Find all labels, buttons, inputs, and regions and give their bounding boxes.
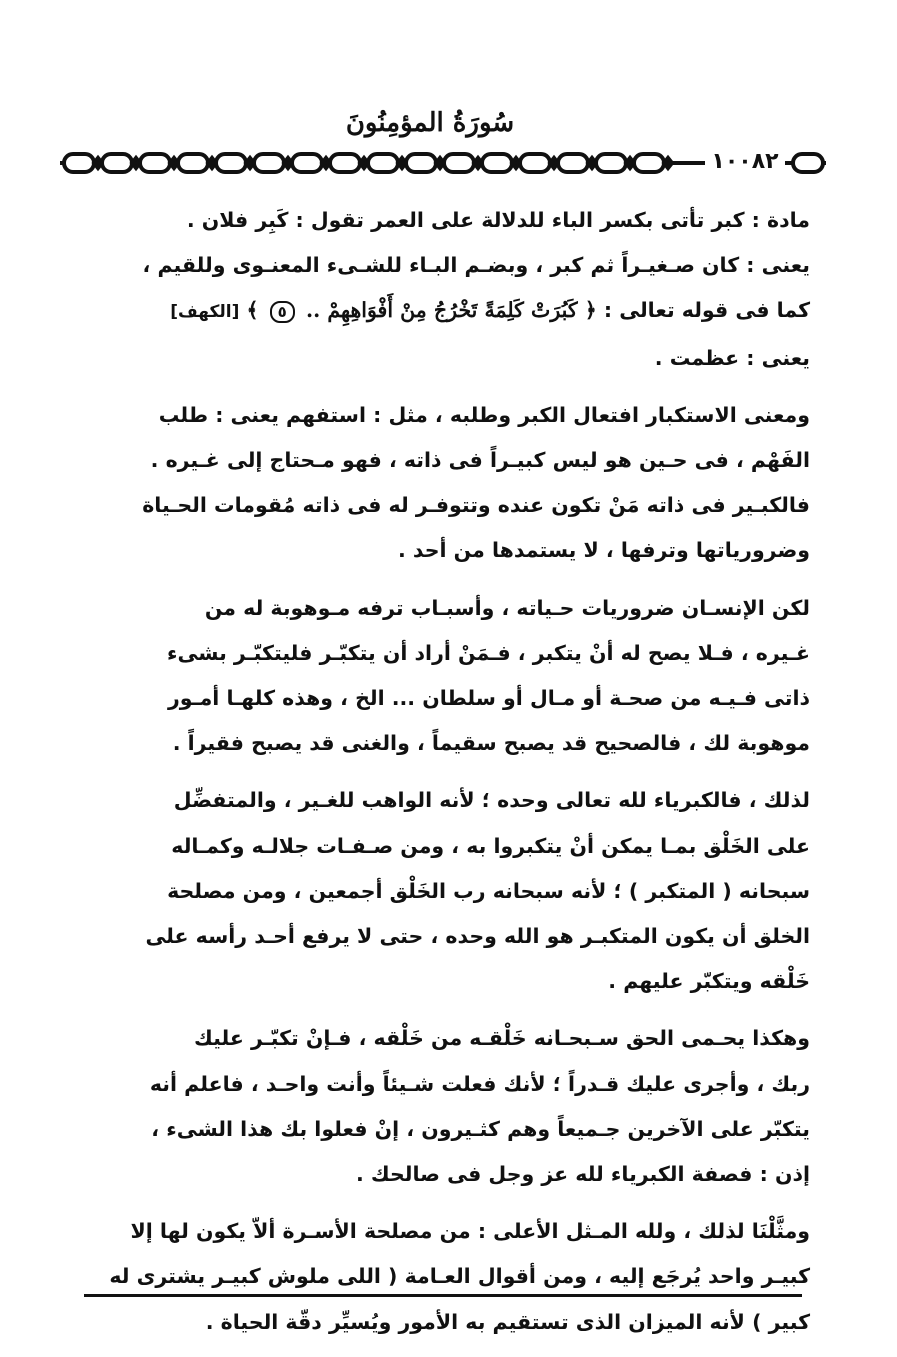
- chain-link: [178, 154, 208, 172]
- paragraph-5: [82, 1016, 810, 1197]
- chain-link: [406, 154, 436, 172]
- text-line: كبيـر واحد يُرجَع إليه ، ومن أقوال العـامة ( اللى ملوش كبيـر يشترى له: [109, 1264, 810, 1289]
- chain-link: [368, 154, 398, 172]
- surah-title: سُورَةُ المؤمِنُونَ: [345, 108, 515, 138]
- text-line: يتكبّر على الآخرين جـميعاً وهم كثـيرون ، إنْ فعلوا بك هذا الشىء ،: [151, 1116, 810, 1141]
- text-line: يعنى : عظمت .: [654, 345, 810, 370]
- chain-diamond: [664, 158, 672, 168]
- quran-verse: كَبُرَتْ كَلِمَةً تَخْرُجُ مِنْ أَفْوَاهِهِمْ ..: [305, 298, 578, 323]
- text-line: لذلك ، فالكبرياء لله تعالى وحده ؛ لأنه الواهب للغـير ، والمتفضِّل: [173, 788, 810, 813]
- chain-link: [558, 154, 588, 172]
- verse-open-bracket: ﴿: [584, 298, 597, 323]
- chain-link: [793, 154, 823, 172]
- text-line: ومعنى الاستكبار افتعال الكبر وطلبه ، مثل : استفهم يعنى : طلب: [158, 402, 810, 427]
- text-line: ربك ، وأجرى عليك قـدراً ؛ لأنك فعلت شـيئاً وأنت واحـد ، فاعلم أنه: [149, 1071, 810, 1096]
- text-line: ذاتى فـيـه من صحـة أو مـال أو سلطان ... الخ ، وهذه كلهـا أمـور: [167, 686, 810, 711]
- text-line: لكن الإنسـان ضروريات حـياته ، وأسبـاب ترفه مـوهوبة له من: [204, 595, 810, 620]
- chain-link: [330, 154, 360, 172]
- text-line: غـيره ، فـلا يصح له أنْ يتكبر ، فـمَنْ أراد أن يتكبّـر فليتكبّـر بشىء: [166, 640, 810, 665]
- chain-link: [482, 154, 512, 172]
- footer-rule: [84, 1294, 802, 1297]
- chain-link: [634, 154, 664, 172]
- text-line: ومثَّلْنَا لذلك ، ولله المـثل الأعلى : من مصلحة الأسـرة ألاّ يكون لها إلا: [130, 1219, 810, 1244]
- chain-link: [292, 154, 322, 172]
- chain-link: [140, 154, 170, 172]
- surah-reference: [الكهف]: [170, 302, 240, 323]
- text-line: مادة : كبر تأتى بكسر الباء للدلالة على العمر تقول : كَبِر فلان .: [186, 208, 810, 232]
- paragraph-6: [82, 1209, 810, 1345]
- body-text: [82, 198, 810, 1357]
- text-line: [82, 288, 810, 335]
- paragraph-3: [82, 586, 810, 767]
- text-line: كبير ) لأنه الميزان الذى تستقيم به الأمور ويُسيِّر دقّة الحياة .: [205, 1309, 810, 1334]
- quote-intro: كما فى قوله تعالى :: [603, 298, 810, 323]
- paragraph-2: [82, 393, 810, 574]
- verse-close-bracket: ﴾: [246, 298, 259, 323]
- chain-link: [596, 154, 626, 172]
- text-line: يعنى : كان صـغيـراً ثم كبر ، وبضـم البـاء للشـىء المعنـوى وللقيم ،: [142, 253, 810, 278]
- text-line: الفَهْم ، فى حـين هو ليس كبيـراً فى ذاته ، فهو مـحتاج إلى غـيره .: [150, 448, 810, 473]
- chain-link: [254, 154, 284, 172]
- chain-link: [444, 154, 474, 172]
- paragraph-1: [82, 198, 810, 381]
- text-line: وهكذا يحـمى الحق سـبحـانه خَلْقـه من خَلْقه ، فـإنْ تكبّـر عليك: [194, 1026, 810, 1051]
- text-line: إذن : فصفة الكبرياء لله عز وجل فى صالحك .: [355, 1162, 810, 1187]
- page-number: ١٠٠٨٢: [705, 149, 785, 175]
- text-line: الخلق أن يكون المتكبـر هو الله وحده ، حتى لا يرفع أحـد رأسه على: [145, 924, 810, 949]
- text-line: على الخَلْق بمـا يمكن أنْ يتكبروا به ، ومن صـفـات جلالـه وكمـاله: [171, 833, 810, 858]
- chain-link: [520, 154, 550, 172]
- text-line: وضرورياتها وترفها ، لا يستمدها من أحد .: [397, 538, 810, 563]
- text-line: سبحانه ( المتكبر ) ؛ لأنه سبحانه رب الخَلْق أجمعين ، ومن مصلحة: [167, 878, 810, 903]
- chain-link: [64, 154, 94, 172]
- verse-number-marker: ٥: [270, 301, 295, 323]
- text-line: فالكبـير فى ذاته مَنْ تكون عنده وتتوفـر له فى ذاته مُقومات الحـياة: [142, 493, 810, 518]
- paragraph-4: [82, 778, 810, 1004]
- chain-link: [216, 154, 246, 172]
- chain-link: [102, 154, 132, 172]
- text-line: خَلْقه ويتكبّر عليهم .: [608, 969, 810, 994]
- text-line: موهوبة لك ، فالصحيح قد يصبح سقيماً ، والغنى قد يصبح فقيراً .: [172, 731, 810, 756]
